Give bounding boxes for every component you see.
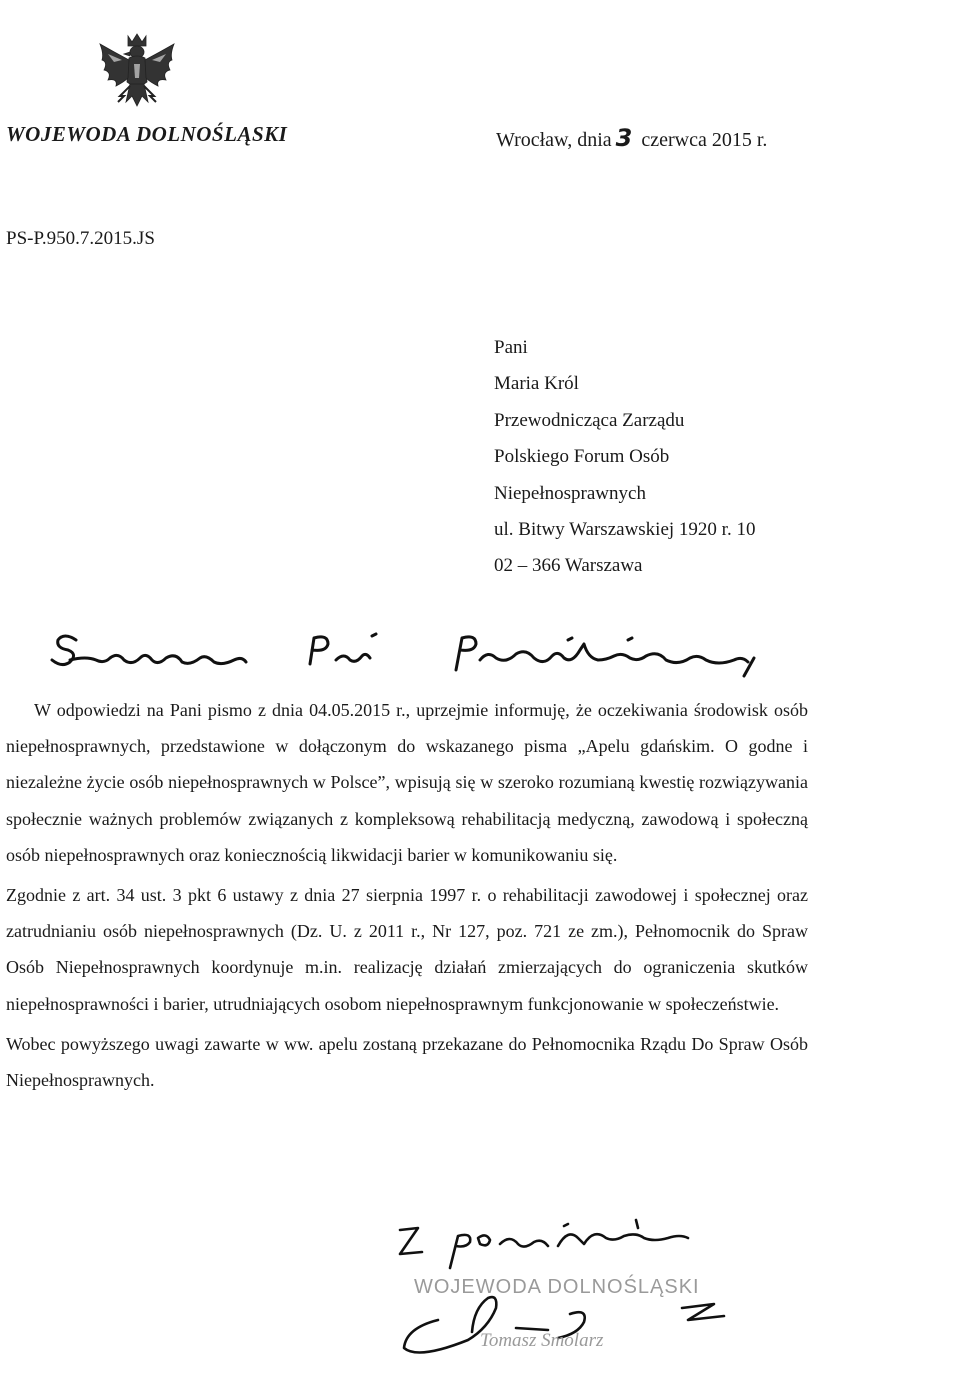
body-paragraph: Zgodnie z art. 34 ust. 3 pkt 6 ustawy z dnia 27 sierpnia 1997 r. o rehabilitacji zawodowej i społecznej oraz zatrudnianiu osób niepełnosprawnych (Dz. U. z 2011 r., Nr 127, poz. 721 ze zm.), Pełnomocnik do Spraw Osób Niepełnosprawnych koordynuje m.in. realizację działań zmierzających do ograniczenia skutków niepełnosprawności i barier, utrudniających osobom niepełnosprawnym funkcjonowanie w społeczeństwie. <box>6 885 808 1014</box>
handwritten-day: 3 <box>615 124 633 152</box>
reference-number: PS-P.950.7.2015.JS <box>6 228 155 249</box>
sender-title: WOJEWODA DOLNOŚLĄSKI <box>6 122 288 146</box>
addressee-line: 02 – 366 Warszawa <box>494 555 643 577</box>
place-and-date <box>496 124 767 152</box>
body-paragraph: W odpowiedzi na Pani pismo z dnia 04.05.2015 r., uprzejmie informuję, że oczekiwania środowisk osób niepełnosprawnych, przedstawione w dołączonym do wskazanego pisma „Apelu gdańskim. O godne i niezależne życie osób niepełnosprawnych w Polsce”, wpisują się w szeroko rozumianą kwestię rozwiązywania społecznie ważnych problemów związanych z kompleksową rehabilitacją medyczną, zawodową i społeczną osób niepełnosprawnych oraz koniecznością likwidacji barier w komunikowaniu się. <box>6 700 808 865</box>
addressee-line: Polskiego Forum Osób <box>494 446 670 468</box>
polish-eagle-emblem-icon <box>92 30 182 120</box>
body-paragraph: Wobec powyższego uwagi zawarte w ww. apelu zostaną przekazane do Pełnomocnika Rządu Do Spraw Osób Niepełnosprawnych. <box>6 1033 808 1091</box>
addressee-block <box>494 330 755 585</box>
addressee-line: Niepełnosprawnych <box>494 482 646 504</box>
stamp-name: Tomasz Smolarz <box>480 1330 604 1351</box>
place-date-suffix: czerwca 2015 r. <box>641 129 768 151</box>
addressee-line: ul. Bitwy Warszawskiej 1920 r. 10 <box>494 519 756 541</box>
addressee-line: Przewodnicząca Zarządu <box>494 409 685 431</box>
addressee-line: Maria Król <box>494 373 579 395</box>
place-date-prefix: Wrocław, dnia <box>496 129 612 151</box>
letter-body <box>6 692 808 1102</box>
stamp-title: WOJEWODA DOLNOŚLĄSKI <box>414 1276 700 1298</box>
handwritten-salutation <box>6 610 906 690</box>
addressee-line: Pani <box>494 337 528 358</box>
signature-block <box>388 1198 748 1368</box>
